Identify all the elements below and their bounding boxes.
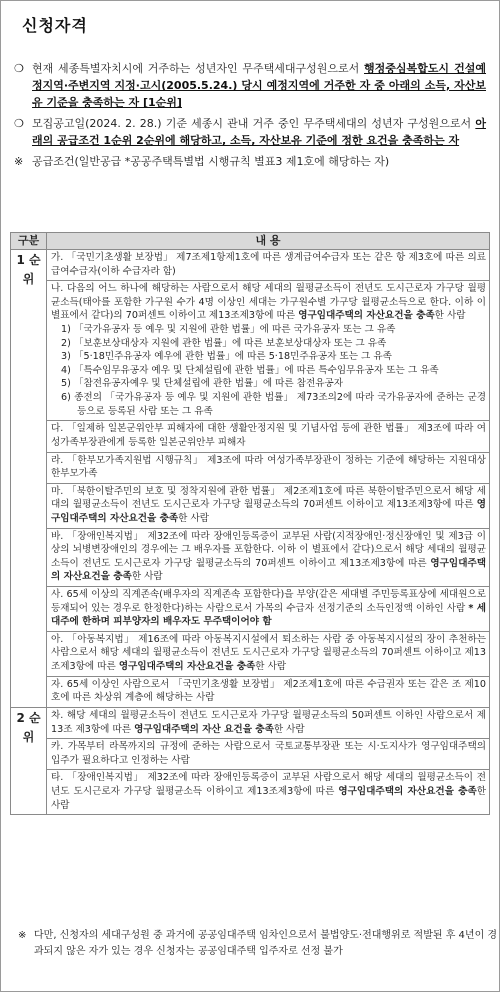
sub-list-item: 6) 종전의 「국가유공자 등 예우 및 지원에 관한 법률」 제73조의2에 따라 국가유공자에 준하는 군경 등으로 등록된 사람 또는 그 유족 xyxy=(61,392,486,417)
table-row xyxy=(11,528,490,586)
item-text: 카. 가목부터 라목까지의 규정에 준하는 사람으로서 국토교통부장관 또는 시·도지사가 영구임대주택의 입주가 필요하다고 인정하는 사람 xyxy=(51,741,486,766)
footnote-text: 다만, 신청자의 세대구성원 중 과거에 공공임대주택 임차인으로서 불법양도·전대행위로 적발된 후 4년이 경과되지 않은 자가 있는 경우 신청자는 공공임대주택 입주자로 선정 불가 xyxy=(34,930,498,957)
sub-list-item: 3) 「5·18민주유공자 예우에 관한 법률」에 따른 5·18민주유공자 또는 그 유족 xyxy=(61,351,392,363)
item-emphasis: 영구임대주택의 자산요건을 충족 xyxy=(118,661,256,673)
item-emphasis: 영구임대주택의 자산요건을 충족 xyxy=(51,499,486,524)
item-text: 다. 「일제하 일본군위안부 피해자에 대한 생활안정지원 및 기념사업 등에 관한 법률」 제3조에 따라 여성가족부장관에게 등록한 일본군위안부 피해자 xyxy=(51,423,486,448)
bullet-item xyxy=(14,60,486,111)
eligibility-item xyxy=(47,587,490,632)
bullet-text: 모집공고일(2024. 2. 28.) 기준 세종시 관내 거주 중인 무주택세대의 성년자 구성원으로서 xyxy=(32,117,476,131)
item-text: 아. 「아동복지법」 제16조에 따라 아동복지시설에서 퇴소하는 사람 중 아동복지시설의 장이 추천하는 사람으로서 해당 세대의 월평균소득이 전년도 도시근로자 가구당 월평균소득의 70퍼센트 이하이고 제13조제3항에 따른 xyxy=(51,633,486,673)
eligibility-table xyxy=(10,232,490,815)
eligibility-item xyxy=(47,281,490,421)
eligibility-item xyxy=(47,421,490,452)
sub-list xyxy=(51,323,486,418)
eligibility-item xyxy=(47,250,490,281)
eligibility-intro xyxy=(14,60,486,174)
sub-list-item: 4) 「특수임무유공자 예우 및 단체설립에 관한 법률」에 따른 특수임무유공자 또는 그 유족 xyxy=(61,364,439,376)
eligibility-item xyxy=(47,452,490,483)
table-body xyxy=(11,250,490,815)
bullet-emphasis: 아래의 공급조건 1순위 2순위에 해당하고, 소득, 자산보유 기준에 정한 요건을 충족하는 자 xyxy=(32,117,486,148)
sub-list-item: 5) 「참전유공자예우 및 단체설립에 관한 법률」에 따른 참전유공자 xyxy=(61,378,344,390)
table-row xyxy=(11,770,490,815)
table-row xyxy=(11,483,490,528)
table-row xyxy=(11,676,490,707)
item-text-tail: 한 사람 xyxy=(255,661,287,673)
table-row xyxy=(11,631,490,676)
item-text: 타. 「장애인복지법」 제32조에 따라 장애인등록증이 교부된 사람으로서 해당 세대의 월평균소득이 전년도 도시근로자 가구당 월평균소득 이하이고 제13조제3항에 따른 xyxy=(51,772,486,797)
eligibility-item xyxy=(47,676,490,707)
item-text: 사. 65세 이상의 직계존속(배우자의 직계존속 포함한다)을 부양(같은 세대별 주민등록표상에 세대원으로 등재되어 있는 경우로 한정한다)하는 사람으로서 가목의 수급자 선정기준의 소득인정액 이하인 사람 xyxy=(51,589,486,614)
table-row xyxy=(11,452,490,483)
item-text: 자. 65세 이상인 사람으로서 「국민기초생활 보장법」 제2조제1호에 따른 수급권자 또는 같은 조 제10호에 따른 차상위 계층에 해당하는 사람 xyxy=(51,678,486,704)
bullet-text: 현재 세종특별자치시에 거주하는 성년자인 무주택세대구성원으로서 xyxy=(32,62,365,75)
bullet-item xyxy=(14,115,486,149)
item-text-tail: 한 사람 xyxy=(131,571,163,583)
table-row xyxy=(11,739,490,770)
item-text: 나. 다음의 어느 하나에 해당하는 사람으로서 해당 세대의 월평균소득이 전년도 도시근로자 가구당 월평균소득(태아를 포함한 가구원 수가 4명 이상인 세대는 가구원수별 가구당 월평균소득으로 한다. 이하 이 별표에서 같다)의 70퍼센트 이하이고 제13조제3항에 따른 xyxy=(51,283,486,322)
priority-group-label: 1 순 위 xyxy=(11,250,47,708)
header-content: 내 용 xyxy=(47,233,490,250)
bullet-text: 공급조건(일반공급 *공공주택특별법 시행규칙 별표3 제1호에 해당하는 자) xyxy=(32,155,390,169)
eligibility-item xyxy=(47,483,490,528)
page-title: 신청자격 xyxy=(22,16,88,35)
eligibility-item xyxy=(47,707,490,738)
table-row xyxy=(11,587,490,632)
table-row xyxy=(11,250,490,281)
item-emphasis: * 세대주에 한하며 피부양자의 배우자도 무주택이어야 함 xyxy=(51,602,486,628)
item-text: 마. 「북한이탈주민의 보호 및 정착지원에 관한 법률」 제2조제1호에 따른 북한이탈주민으로서 해당 세대의 월평균소득이 전년도 도시근로자 가구당 월평균소득의 70퍼센트 이하이고 제13조제3항에 따른 xyxy=(51,485,486,511)
table-row xyxy=(11,281,490,421)
table-header-row xyxy=(11,233,490,250)
table-row xyxy=(11,707,490,738)
item-text-tail: 한 사람 xyxy=(51,785,486,811)
circle-bullet-icon: ❍ xyxy=(14,62,24,75)
sub-list-item: 2) 「보훈보상대상자 지원에 관한 법률」에 따른 보훈보상대상자 또는 그 유족 xyxy=(61,337,387,349)
item-emphasis: 영구임대주택의 자산요건을 충족 xyxy=(51,557,486,583)
reference-mark-icon: ※ xyxy=(14,155,24,169)
item-text: 가. 「국민기초생활 보장법」 제7조제1항제1호에 따른 생계급여수급자 또는 같은 항 제3호에 따른 의료급여수급자(이하 수급자라 함) xyxy=(51,252,486,277)
item-text-tail: 한 사람 xyxy=(434,310,466,322)
item-text-tail: 한 사람 xyxy=(273,723,305,735)
item-text: 라. 「한부모가족지원법 시행규칙」 제3조에 따라 여성가족부장관이 정하는 기준에 해당하는 지원대상 한부모가족 xyxy=(51,454,486,480)
eligibility-item xyxy=(47,528,490,586)
table-row xyxy=(11,421,490,452)
item-emphasis: 영구임대주택의 자산요건을 충족 xyxy=(298,310,435,322)
eligibility-item xyxy=(47,631,490,676)
circle-bullet-icon: ❍ xyxy=(14,117,24,131)
item-text-tail: 한 사람 xyxy=(178,512,210,524)
bullet-item xyxy=(14,153,486,170)
eligibility-item xyxy=(47,739,490,770)
reference-mark-icon: ※ xyxy=(18,930,27,941)
header-group: 구분 xyxy=(11,233,47,250)
sub-list-item: 1) 「국가유공자 등 예우 및 지원에 관한 법률」에 따른 국가유공자 또는 그 유족 xyxy=(61,324,396,336)
item-emphasis: 영구임대주택의 자산 요건을 충족 xyxy=(134,723,274,735)
item-text: 바. 「장애인복지법」 제32조에 따라 장애인등록증이 교부된 사람(지적장애인·정신장애인 및 제3급 이상의 뇌병변장애인의 경우에는 그 배우자를 포함한다. 이하 이 별표에서 같다)으로서 해당 세대의 월평균소득이 전년도 도시근로자 가구당 월평균소득의 70퍼센트 이하이고 제13조제3항에 따른 xyxy=(51,530,486,569)
footnote xyxy=(18,928,500,959)
priority-group-label: 2 순 위 xyxy=(11,707,47,814)
bullet-emphasis: 행정중심복합도시 건설예정지역·주변지역 지정·고시(2005.5.24.) 당시 예정지역에 거주한 자 중 아래의 소득, 자산보유 기준을 충족하는 자 [1순위] xyxy=(32,62,487,110)
item-text: 차. 해당 세대의 월평균소득이 전년도 도시근로자 가구당 월평균소득의 50퍼센트 이하인 사람으로서 제13조 제3항에 따른 xyxy=(51,709,486,735)
item-emphasis: 영구임대주택의 자산요건을 충족 xyxy=(338,785,477,797)
eligibility-item xyxy=(47,770,490,815)
